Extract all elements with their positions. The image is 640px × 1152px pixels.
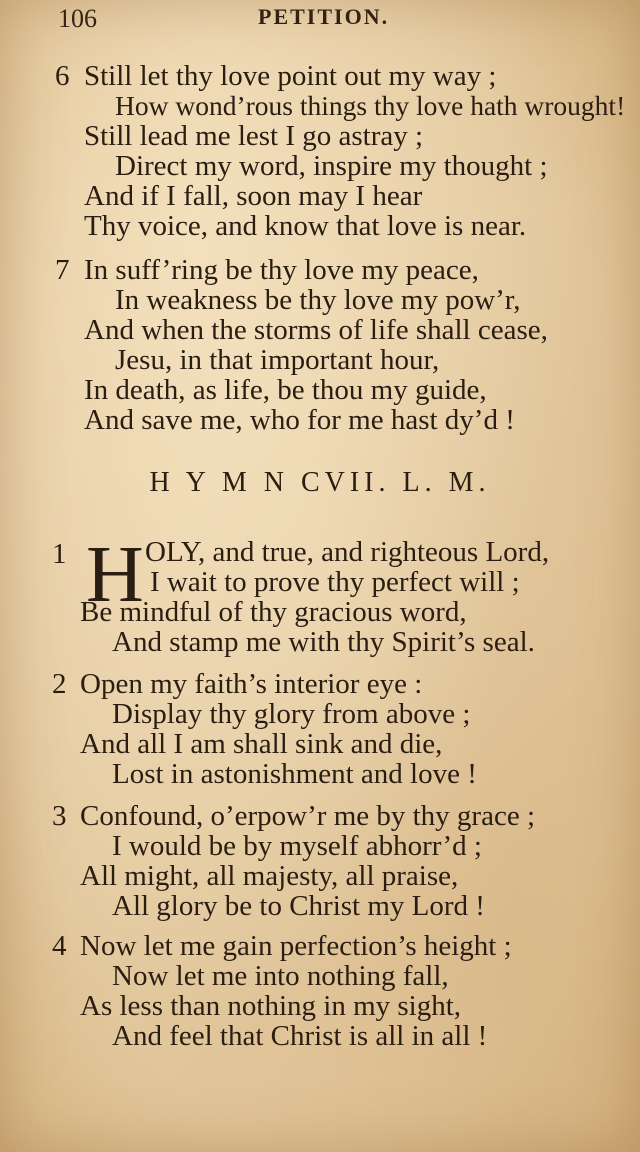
verse-line: In death, as life, be thou my guide,	[84, 374, 487, 406]
verse-line: Direct my word, inspire my thought ;	[115, 150, 548, 182]
verse-number: 4	[52, 930, 67, 962]
verse-line: Now let me gain perfection’s height ;	[80, 930, 512, 962]
verse-line: In weakness be thy love my pow’r,	[115, 284, 521, 316]
drop-cap: H	[86, 531, 144, 619]
verse-line: I wait to prove thy perfect will ;	[150, 566, 520, 598]
verse-number: 3	[52, 800, 67, 832]
verse-line: And stamp me with thy Spirit’s seal.	[112, 626, 535, 658]
running-title: PETITION.	[258, 4, 390, 29]
verse-line: Still lead me lest I go astray ;	[84, 120, 424, 152]
verse-line: In suff’ring be thy love my peace,	[84, 254, 479, 286]
verse-line: And all I am shall sink and die,	[80, 728, 443, 760]
verse-line: And feel that Christ is all in all !	[112, 1020, 488, 1052]
verse-line: And save me, who for me hast dy’d !	[84, 404, 515, 436]
verse-line: All might, all majesty, all praise,	[80, 860, 459, 892]
page-number: 106	[58, 4, 97, 33]
verse-line: Confound, o’erpow’r me by thy grace ;	[80, 800, 536, 832]
verse-number: 6	[55, 60, 70, 92]
verse-line: Still let thy love point out my way ;	[84, 60, 497, 92]
verse-line: Now let me into nothing fall,	[112, 960, 449, 992]
verse-number: 2	[52, 668, 67, 700]
verse-line: Be mindful of thy gracious word,	[80, 596, 467, 628]
verse-line: Thy voice, and know that love is near.	[84, 210, 527, 242]
verse-number: 1	[52, 538, 67, 570]
verse-line: How wond’rous things thy love hath wrought!	[115, 90, 626, 121]
verse-line: As less than nothing in my sight,	[80, 990, 462, 1022]
verse-line: Open my faith’s interior eye :	[80, 668, 423, 700]
verse-line: And if I fall, soon may I hear	[84, 180, 423, 212]
verse-line: Jesu, in that important hour,	[115, 344, 440, 376]
verse-line: OLY, and true, and righteous Lord,	[145, 536, 550, 568]
verse-line: Display thy glory from above ;	[112, 698, 471, 730]
verse-line: I would be by myself abhorr’d ;	[112, 830, 482, 862]
verse-line: And when the storms of life shall cease,	[84, 314, 548, 346]
verse-number: 7	[55, 254, 70, 286]
verse-line: All glory be to Christ my Lord !	[112, 890, 485, 922]
hymn-title: H Y M N CVII. L. M.	[149, 467, 491, 498]
verse-line: Lost in astonishment and love !	[112, 758, 477, 790]
